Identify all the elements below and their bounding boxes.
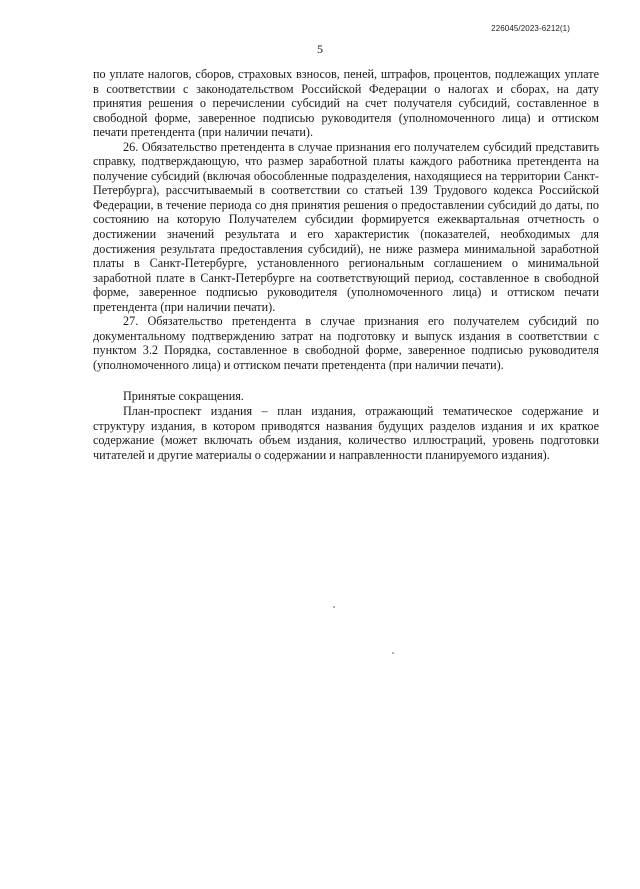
paragraph-gap xyxy=(93,372,599,389)
page-number: 5 xyxy=(317,42,323,56)
paragraph-27: 27. Обязательство претендента в случае признания его получателем субсидий по документальному подтверждению затрат на подготовку и выпуск издания в соответствии с пунктом 3.2 Порядка, составленное в свободной форме, заверенное подписью руководителя (уполномоченного лица) и оттиском печати претендента (при наличии печати). xyxy=(93,314,599,372)
document-body xyxy=(93,67,599,462)
abbreviation-plan-prospect: План-проспект издания – план издания, отражающий тематическое содержание и структуру издания, в котором приводятся названия будущих разделов издания и их краткое содержание (может включать объем издания, количество иллюстраций, уровень подготовки читателей и другие материалы о содержании и направленности планируемого издания). xyxy=(93,404,599,462)
scan-speck xyxy=(333,606,335,608)
document-registration-number: 226045/2023-6212(1) xyxy=(491,24,570,33)
paragraph-26: 26. Обязательство претендента в случае признания его получателем субсидий представить справку, подтверждающую, что размер заработной платы каждого работника претендента на получение субсидий (включая обособленные подразделения, находящиеся на территории Санкт-Петербурга), рассчитываемый в соответствии со статьей 139 Трудового кодекса Российской Федерации, в течение периода со дня принятия решения о предоставлении субсидий до даты, по состоянию на которую Получателем субсидии формируется ежеквартальная отчетность о достижении значений результата и его характеристик (показателей, необходимых для достижения результата предоставления субсидий), не ниже размера минимальной заработной платы в Санкт-Петербурге, установленного региональным соглашением о минимальной заработной плате в Санкт-Петербурге на соответствующий период, составленное в свободной форме, заверенное подписью руководителя (уполномоченного лица) и оттиском печати претендента (при наличии печати). xyxy=(93,139,599,314)
paragraph-continuation: по уплате налогов, сборов, страховых взносов, пеней, штрафов, процентов, подлежащих уплате в соответствии с законодательством Российской Федерации о налогах и сборах, на дату принятия решения о перечислении субсидий на счет получателя субсидий, составленное в свободной форме, заверенное подписью руководителя (уполномоченного лица) и оттиском печати претендента (при наличии печати). xyxy=(93,67,599,140)
scan-speck xyxy=(392,652,394,654)
abbreviations-heading: Принятые сокращения. xyxy=(123,389,244,404)
